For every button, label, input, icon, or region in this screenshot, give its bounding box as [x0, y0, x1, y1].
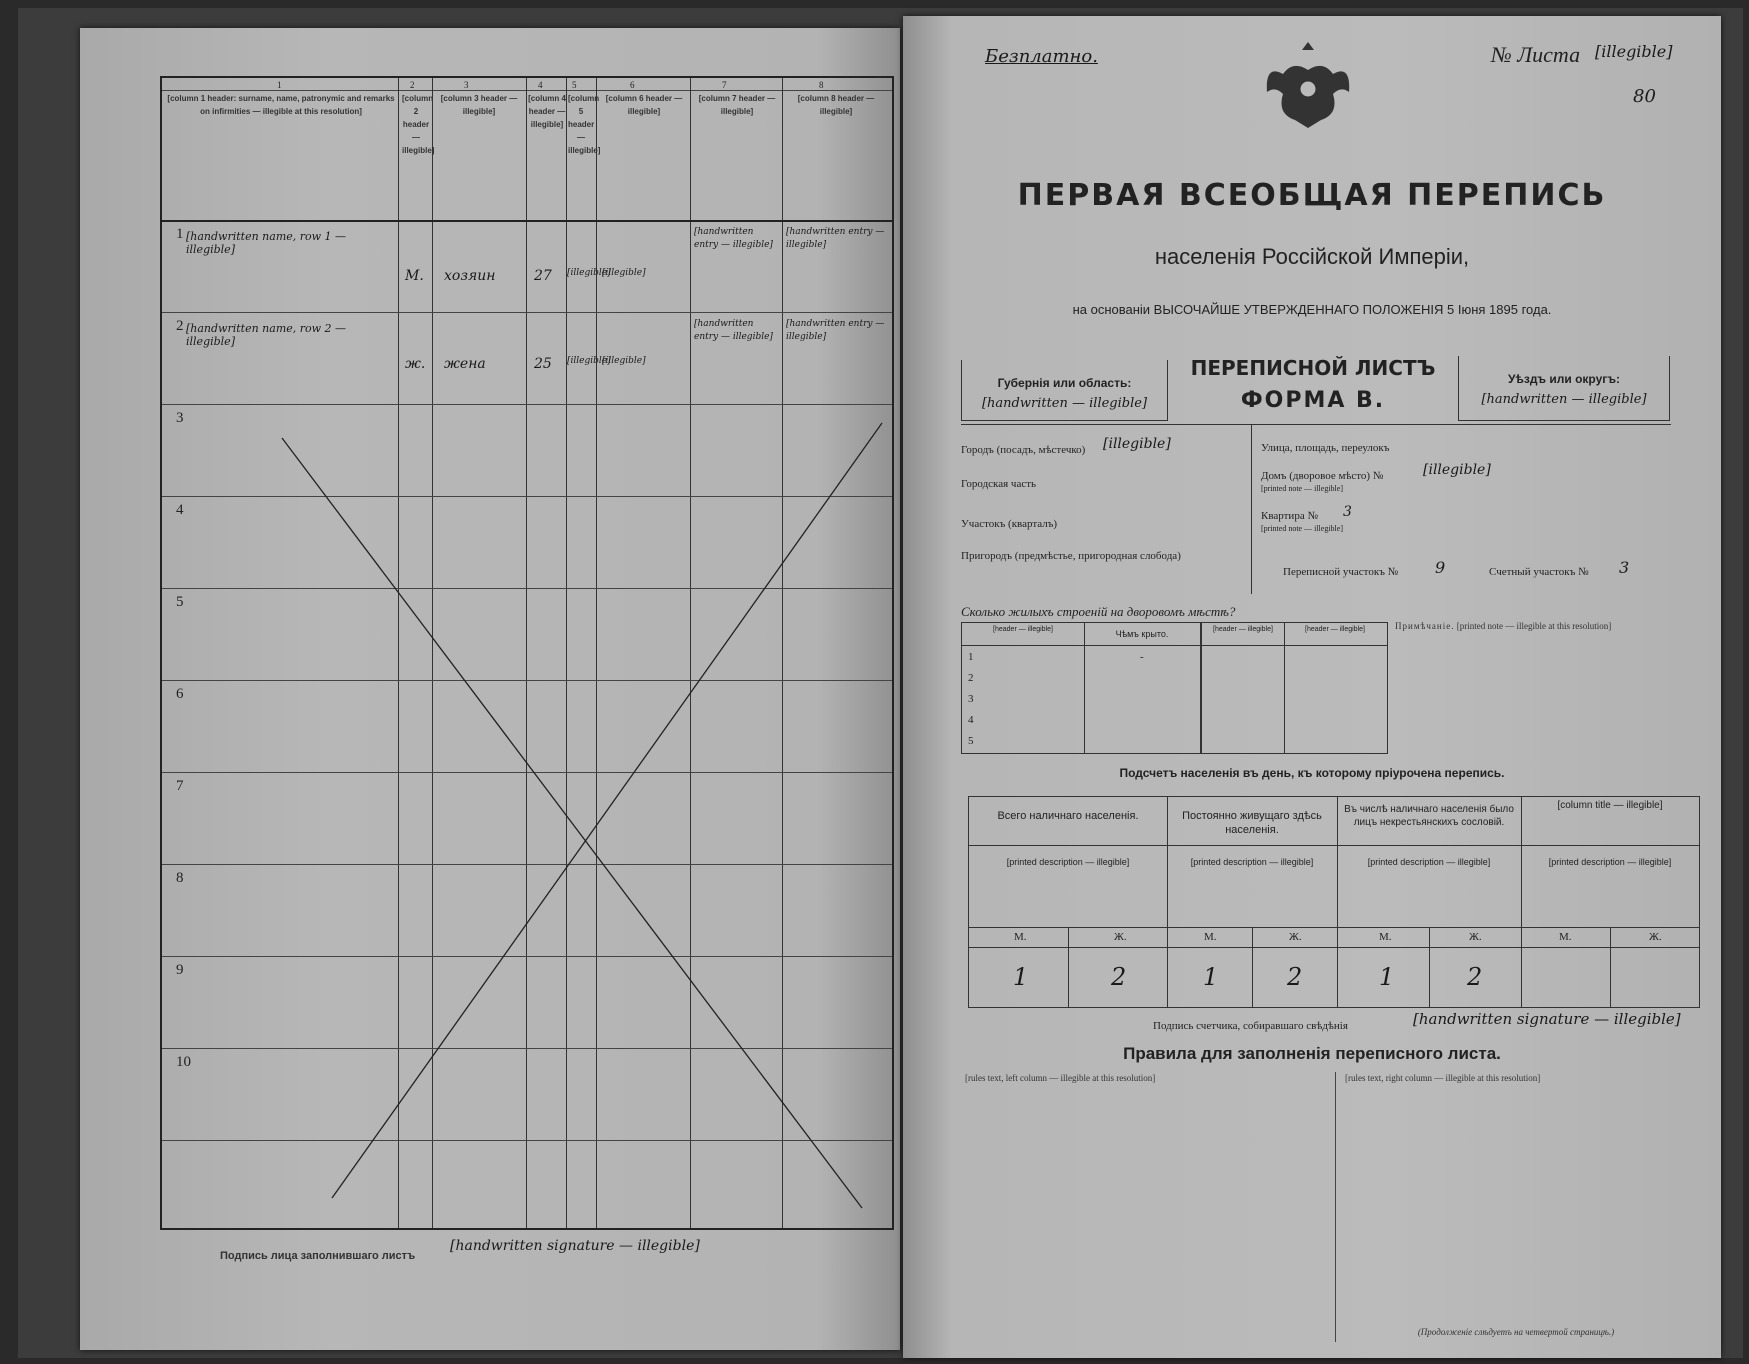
form-title: ПЕРВАЯ ВСЕОБЩАЯ ПЕРЕПИСЬ — [1017, 178, 1607, 213]
row1-age: 27 — [534, 268, 552, 284]
gubernia-value: [handwritten — illegible] — [981, 396, 1148, 411]
rules-divider — [1335, 1072, 1336, 1342]
col-num-5: 5 — [572, 80, 577, 90]
rules-continued: (Продолженіе слѣдуетъ на четвертой страницѣ.) — [1417, 1327, 1615, 1337]
col-num-4: 4 — [538, 80, 543, 90]
census-district-label: Переписной участокъ № — [1283, 566, 1399, 578]
count-col-3-title: Въ числѣ наличнаго населенія было лицъ некрестьянскихъ сословій. — [1344, 804, 1514, 828]
row-number: 3 — [176, 410, 184, 426]
count-district-label: Счетный участокъ № — [1489, 566, 1589, 578]
header-col-4: [column 4 header — illegible] — [528, 94, 566, 129]
note-text: [printed note — illegible at this resolution] — [1456, 621, 1612, 631]
enumerator-label: Подпись счетчика, собиравшаго свѣдѣнія — [1153, 1020, 1348, 1032]
header-col-7: [column 7 header — illegible] — [698, 94, 776, 116]
signature-value: [handwritten signature — illegible] — [450, 1238, 700, 1254]
field-apartment-note: [printed note — illegible] — [1261, 524, 1343, 533]
signature-label: Подпись лица заполнившаго листъ — [220, 1250, 416, 1262]
row1-col5: [illegible] — [567, 268, 611, 278]
count-col-4-desc: [printed description — illegible] — [1548, 857, 1672, 867]
form-sheet-title: ПЕРЕПИСНОЙ ЛИСТЪ — [1190, 356, 1436, 380]
f-label: Ж. — [1649, 931, 1662, 943]
header-col-2: [column 2 header — illegible] — [402, 94, 435, 155]
row2-registered: [handwritten entry — illegible] — [786, 319, 885, 342]
buildings-header-3: [header — illegible] — [1213, 626, 1273, 633]
right-page — [903, 16, 1721, 1358]
household-table — [160, 76, 894, 1230]
count-nonpeasant-f: 2 — [1467, 963, 1483, 991]
uezd-value: [handwritten — illegible] — [1481, 392, 1647, 407]
census-district-value: 9 — [1435, 558, 1446, 577]
count-present-m: 1 — [1013, 963, 1029, 991]
header-col-8: [column 8 header — illegible] — [797, 94, 875, 116]
gubernia-box — [961, 360, 1168, 421]
buildings-table — [961, 622, 1388, 754]
form-type: ФОРМА В. — [1240, 388, 1386, 413]
field-apartment-value: 3 — [1343, 504, 1352, 520]
rules-right-column: [rules text, right column — illegible at this resolution] — [1345, 1073, 1541, 1083]
count-resident-f: 2 — [1287, 963, 1303, 991]
m-label: М. — [1014, 931, 1027, 943]
row-number: 1 — [176, 226, 184, 242]
row2-estate: [illegible] — [602, 356, 646, 366]
row1-registered: [handwritten entry — illegible] — [786, 227, 885, 250]
count-col-1-title: Всего наличнаго населенія. — [997, 810, 1139, 822]
note-block — [1395, 620, 1685, 633]
enumerator-value: [handwritten signature — illegible] — [1413, 1010, 1681, 1028]
row1-name: [handwritten name, row 1 — illegible] — [186, 230, 347, 256]
row-number: 8 — [176, 870, 184, 886]
field-house-value: [illegible] — [1423, 462, 1491, 478]
count-title: Подсчетъ населенія въ день, къ которому пріурочена перепись. — [1119, 766, 1505, 780]
row2-sex: ж. — [405, 356, 426, 372]
row1-sex: М. — [405, 268, 424, 284]
m-label: М. — [1204, 931, 1217, 943]
field-house-label: Домъ (дворовое мѣсто) № — [1261, 470, 1384, 482]
cross-out-mark — [162, 78, 892, 1228]
row-number: 7 — [176, 778, 184, 794]
field-city-value: [illegible] — [1103, 436, 1171, 452]
row2-name: [handwritten name, row 2 — illegible] — [186, 322, 347, 348]
row2-relation: жена — [444, 356, 486, 372]
field-district-label: Городская часть — [961, 478, 1037, 490]
col-num-8: 8 — [819, 80, 824, 90]
imperial-eagle-emblem — [1263, 34, 1353, 134]
row2-birthplace: [handwritten entry — illegible] — [694, 319, 773, 342]
field-city-label: Городъ (посадъ, мѣстечко) — [961, 444, 1086, 456]
legal-basis: на основаніи ВЫСОЧАЙШЕ УТВЕРЖДЕННАГО ПОЛОЖЕНІЯ 5 Іюня 1895 года. — [1072, 302, 1552, 317]
field-street-label: Улица, площадь, переулокъ — [1261, 442, 1390, 454]
open-book — [18, 8, 1743, 1358]
field-apartment-label: Квартира № — [1261, 510, 1318, 522]
buildings-mark: - — [1140, 651, 1144, 663]
row2-col5: [illegible] — [567, 356, 611, 366]
col-num-3: 3 — [464, 80, 469, 90]
f-label: Ж. — [1114, 931, 1127, 943]
field-suburb-label: Пригородъ (предмѣстье, пригородная слобода) — [961, 550, 1181, 562]
f-label: Ж. — [1289, 931, 1302, 943]
uezd-box — [1458, 356, 1670, 421]
buildings-header-4: [header — illegible] — [1305, 626, 1365, 633]
field-house-note: [printed note — illegible] — [1261, 484, 1343, 493]
count-col-2-title: Постоянно живущаго здѣсь населенія. — [1182, 810, 1322, 836]
count-col-1-desc: [printed description — illegible] — [1006, 857, 1130, 867]
free-label: Безплатно. — [985, 46, 1098, 67]
buildings-row-num: 2 — [968, 672, 974, 684]
count-district-value: 3 — [1619, 558, 1630, 577]
m-label: М. — [1559, 931, 1572, 943]
f-label: Ж. — [1469, 931, 1482, 943]
col-num-1: 1 — [277, 80, 282, 90]
rules-title: Правила для заполненія переписного листа. — [1123, 1044, 1501, 1063]
header-col-6: [column 6 header — illegible] — [605, 94, 683, 116]
col-num-6: 6 — [630, 80, 635, 90]
row-number: 5 — [176, 594, 184, 610]
population-count-table — [968, 796, 1700, 1008]
col-num-2: 2 — [410, 80, 415, 90]
sheet-no-label: № Листа — [1491, 42, 1581, 67]
stamp-number: 80 — [1633, 86, 1656, 107]
header-col-1: [column 1 header: surname, name, patronymic and remarks on infirmities — illegible at this resolution] — [167, 94, 395, 116]
address-divider — [1251, 424, 1252, 594]
left-page — [80, 28, 900, 1350]
row2-age: 25 — [534, 356, 552, 372]
buildings-row-num: 5 — [968, 735, 974, 747]
uezd-label: Уѣздъ или округъ: — [1507, 372, 1621, 386]
count-present-f: 2 — [1111, 963, 1127, 991]
row1-estate: [illegible] — [602, 268, 646, 278]
count-col-3-desc: [printed description — illegible] — [1367, 857, 1491, 867]
buildings-header-1: [header — illegible] — [993, 626, 1053, 633]
gubernia-label: Губернія или область: — [997, 376, 1132, 390]
count-col-4-title: [column title — illegible] — [1557, 800, 1663, 811]
buildings-question: Сколько жилыхъ строеній на дворовомъ мѣстѣ? — [961, 604, 1236, 619]
row1-birthplace: [handwritten entry — illegible] — [694, 227, 773, 250]
count-resident-m: 1 — [1203, 963, 1219, 991]
form-subtitle: населенія Россійской Имперіи, — [1154, 244, 1470, 269]
buildings-row-num: 3 — [968, 693, 974, 705]
count-col-2-desc: [printed description — illegible] — [1190, 857, 1314, 867]
note-label: Примѣчаніе. — [1395, 621, 1455, 631]
count-nonpeasant-m: 1 — [1379, 963, 1395, 991]
row-number: 6 — [176, 686, 184, 702]
row1-relation: хозяин — [444, 268, 496, 284]
row-number: 9 — [176, 962, 184, 978]
row-number: 4 — [176, 502, 184, 518]
col-num-7: 7 — [722, 80, 727, 90]
row-number: 2 — [176, 318, 184, 334]
sheet-no-value: [illegible] — [1595, 42, 1673, 61]
field-quarter-label: Участокъ (кварталъ) — [961, 518, 1058, 530]
buildings-row-num: 1 — [968, 651, 974, 663]
header-col-5: [column 5 header — illegible] — [568, 94, 601, 155]
row-number: 10 — [176, 1054, 191, 1070]
header-col-3: [column 3 header — illegible] — [440, 94, 518, 116]
buildings-header-2: Чѣмъ крыто. — [1115, 629, 1169, 639]
rules-left-column: [rules text, left column — illegible at this resolution] — [965, 1073, 1156, 1083]
m-label: М. — [1379, 931, 1392, 943]
buildings-row-num: 4 — [968, 714, 974, 726]
